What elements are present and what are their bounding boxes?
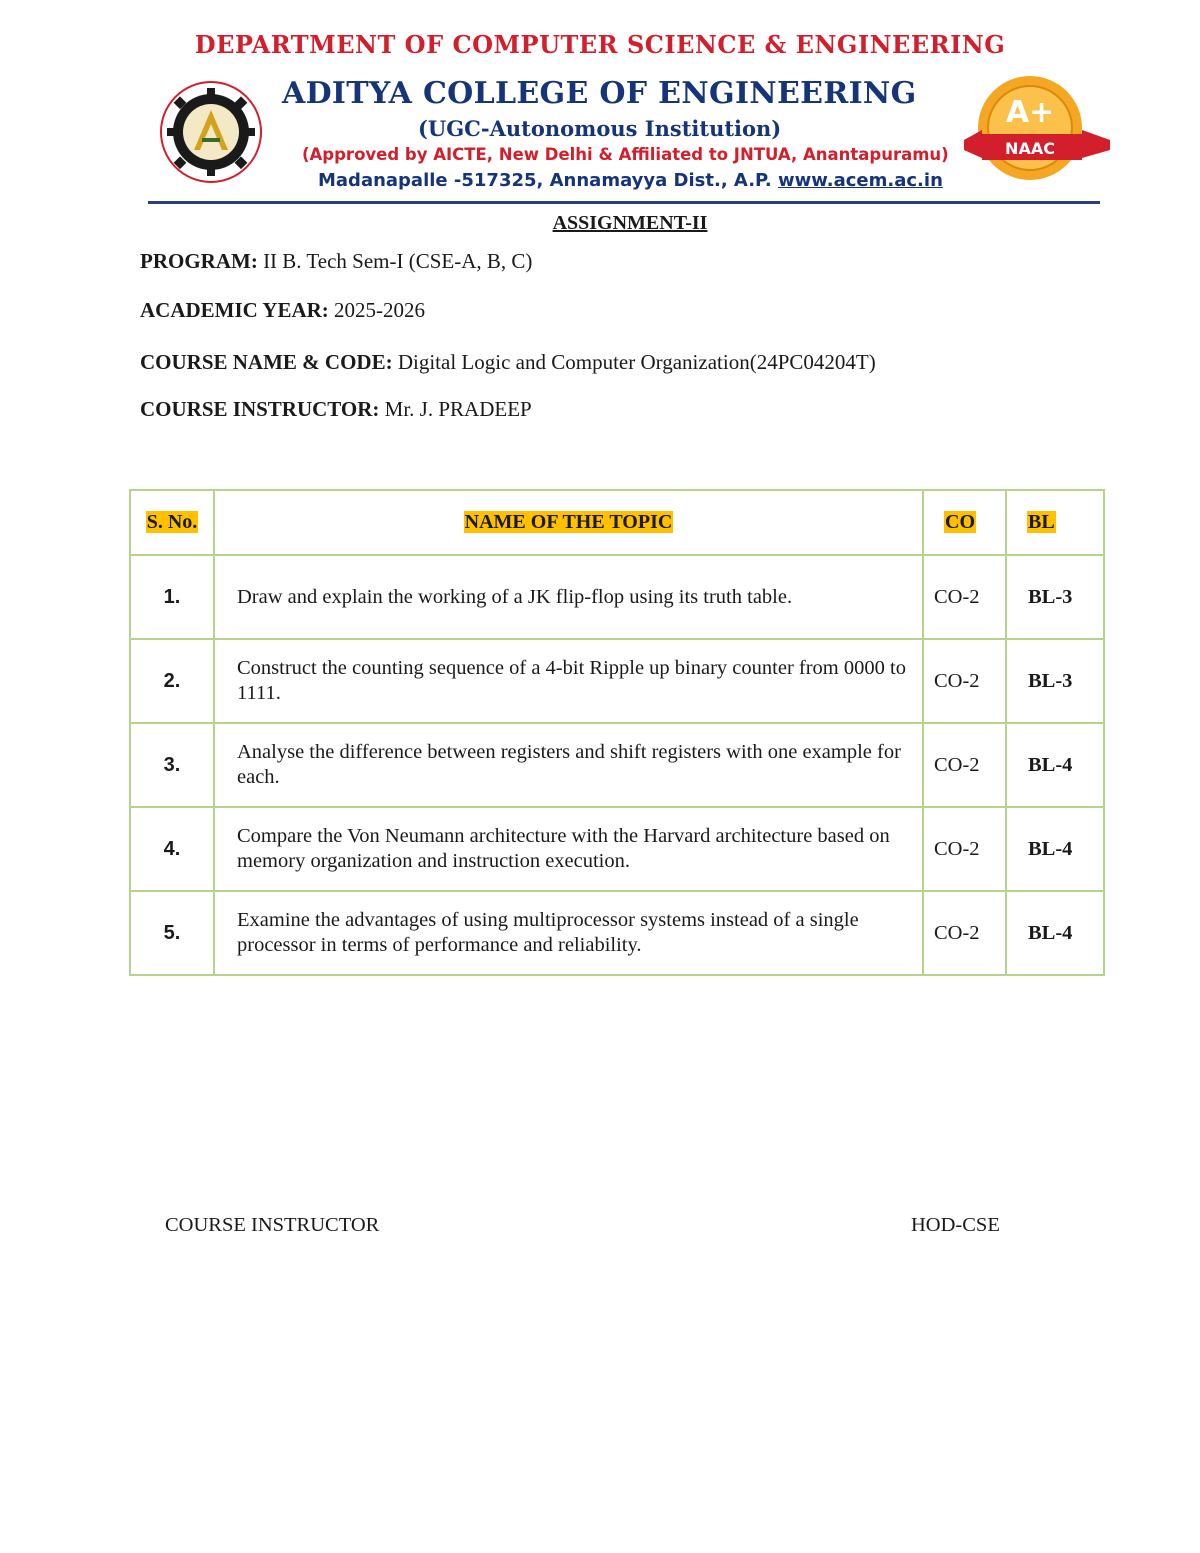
row-topic: Draw and explain the working of a JK flip-flop using its truth table.: [214, 555, 923, 639]
topics-table: [129, 489, 1105, 976]
header-sno-label: S. No.: [146, 511, 198, 533]
program-label: PROGRAM:: [140, 249, 258, 273]
row-bl: BL-4: [1006, 891, 1104, 975]
academic-year-value: 2025-2026: [334, 298, 426, 322]
program-value: II B. Tech Sem-I (CSE-A, B, C): [263, 249, 533, 273]
table-row: [130, 891, 1104, 975]
row-topic: Compare the Von Neumann architecture with the Harvard architecture based on memory organization and instruction execution.: [214, 807, 923, 891]
header-topic: [214, 490, 923, 555]
row-bl: BL-4: [1006, 807, 1104, 891]
row-co: CO-2: [923, 639, 1006, 723]
table-row: [130, 807, 1104, 891]
naac-grade: A+: [1005, 95, 1055, 130]
course-instructor-value: Mr. J. PRADEEP: [384, 397, 532, 421]
table-row: [130, 639, 1104, 723]
program-field: [140, 249, 532, 274]
row-bl: BL-3: [1006, 639, 1104, 723]
approval-line: (Approved by AICTE, New Delhi & Affiliated to JNTUA, Anantapuramu): [302, 145, 949, 164]
row-co: CO-2: [923, 555, 1006, 639]
table-row: [130, 555, 1104, 639]
header-co: [923, 490, 1006, 555]
row-topic: Examine the advantages of using multiprocessor systems instead of a single processor in terms of performance and reliability.: [214, 891, 923, 975]
row-sno: 2.: [130, 639, 214, 723]
row-sno: 4.: [130, 807, 214, 891]
signature-hod: HOD-CSE: [911, 1214, 1000, 1236]
address-line: [318, 170, 943, 191]
naac-badge-logo: [962, 70, 1112, 194]
row-co: CO-2: [923, 807, 1006, 891]
row-sno: 5.: [130, 891, 214, 975]
address-text: Madanapalle -517325, Annamayya Dist., A.P.: [318, 170, 772, 191]
academic-year-field: [140, 298, 425, 323]
course-name-value: Digital Logic and Computer Organization(24PC04204T): [397, 350, 876, 374]
header-co-label: CO: [945, 511, 975, 533]
row-co: CO-2: [923, 723, 1006, 807]
table-header-row: [130, 490, 1104, 555]
row-sno: 1.: [130, 555, 214, 639]
signature-course-instructor: COURSE INSTRUCTOR: [165, 1214, 380, 1236]
college-seal-logo: [152, 76, 270, 186]
department-heading: DEPARTMENT OF COMPUTER SCIENCE & ENGINEERING: [194, 30, 1006, 59]
row-co: CO-2: [923, 891, 1006, 975]
college-name: ADITYA COLLEGE OF ENGINEERING: [282, 76, 917, 111]
course-name-field: [140, 350, 876, 375]
header-sno: [130, 490, 214, 555]
row-topic: Analyse the difference between registers and shift registers with one example for each.: [214, 723, 923, 807]
row-bl: BL-4: [1006, 723, 1104, 807]
naac-label: NAAC: [1005, 139, 1055, 158]
letterhead-divider: [148, 201, 1100, 204]
table-row: [130, 723, 1104, 807]
course-name-label: COURSE NAME & CODE:: [140, 350, 393, 374]
course-instructor-field: [140, 397, 532, 422]
assignment-title: ASSIGNMENT-II: [552, 212, 708, 234]
row-sno: 3.: [130, 723, 214, 807]
institution-status: (UGC-Autonomous Institution): [418, 116, 782, 141]
row-bl: BL-3: [1006, 555, 1104, 639]
header-topic-label: NAME OF THE TOPIC: [464, 511, 673, 533]
website-link[interactable]: www.acem.ac.in: [778, 170, 943, 191]
academic-year-label: ACADEMIC YEAR:: [140, 298, 329, 322]
course-instructor-label: COURSE INSTRUCTOR:: [140, 397, 380, 421]
row-topic: Construct the counting sequence of a 4-bit Ripple up binary counter from 0000 to 1111.: [214, 639, 923, 723]
header-bl-label: BL: [1028, 511, 1055, 533]
header-bl: [1006, 490, 1104, 555]
